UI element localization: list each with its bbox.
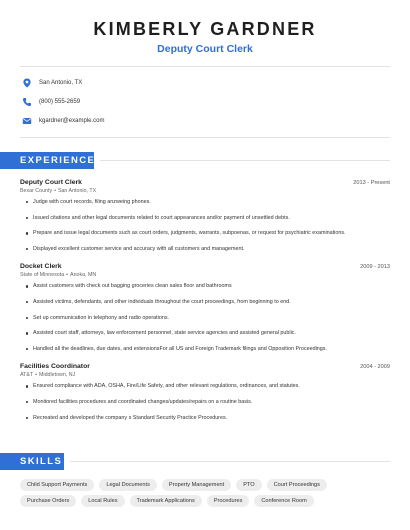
job-entry: Facilities Coordinator 2004 - 2009 AT&T • Middletown, NJ Ensured compliance with ADA, OSHA, Fire/Life Safety, and other relevant regulations, ordinances, and statutes. Monitored facilities procedures and coordinated changes/updates/repairs on a routine basis. Recreated and developed the company s Standard Security Practice Procedures. (0, 363, 410, 429)
job-entry: Deputy Court Clerk 2013 - Present Bexar County • San Antonio, TX Judge with court records, filing anzweing phones. Issued citations and other legal documents related to court appearances and/or payment of unsettled debts. Prepare and issue legal documents such as court orders, judgments, warrants, subpoenas, or request for psychiatric examinations. Displayed excellent customer service and accuracy with all customers and management. (0, 179, 410, 260)
skill-tag: Trademark Applications (130, 495, 202, 507)
job-title: Docket Clerk (20, 263, 62, 271)
job-employer: AT&T (20, 372, 34, 379)
job-bullet: Assisted victims, defendants, and other individuals throughout the court proceedings, from beginning to end. (26, 298, 390, 314)
job-bullet: Ensured compliance with ADA, OSHA, Fire/Life Safety, and other relevant regulations, ordinances, and statutes. (26, 382, 390, 398)
job-location: San Antonio, TX (57, 188, 97, 194)
contact-list (0, 67, 410, 137)
contact-email-text: kgardner@example.com (39, 118, 105, 124)
candidate-title: Deputy Court Clerk (157, 43, 253, 55)
job-entry: Docket Clerk 2009 - 2013 State of Minnesota • Anoka, MN Assist customers with check out bagging groceries clean sales floor and bathrooms Assisted victims, defendants, and other individuals throughout the court proceedings, from beginning to end. Set up communication in telephony and radio operations. Assisted court staff, attorneys, law enforcement personnel, state service agencies and assisted general public. Handled all the deadlines, due dates, and extensionsFor all US and Foreign Trademark filings and Opposition Proceedings. (0, 263, 410, 360)
job-bullet: Monitored facilities procedures and coordinated changes/updates/repairs on a routine basis. (26, 398, 390, 414)
job-bullet: Assist customers with check out bagging groceries clean sales floor and bathrooms (26, 282, 390, 298)
skills-list (0, 479, 410, 511)
contact-divider (20, 137, 390, 138)
job-title: Facilities Coordinator (20, 363, 90, 371)
job-employer: Bexar County (20, 188, 53, 194)
contact-location (22, 74, 410, 92)
skill-tag: PTO (236, 479, 261, 491)
candidate-name: KIMBERLY GARDNER (93, 19, 317, 39)
job-bullet: Displayed excellent customer service and accuracy with all customers and management. (26, 245, 390, 261)
job-bullet: Prepare and issue legal documents such as court orders, judgments, warrants, subpoenas, or request for psychiatric examinations. (26, 229, 390, 245)
skill-tag: Conference Room (254, 495, 313, 507)
job-dates: 2004 - 2009 (360, 364, 390, 371)
job-bullet: Set up communication in telephony and radio operations. (26, 314, 390, 330)
job-bullet: Handled all the deadlines, due dates, and extensionsFor all US and Foreign Trademark filings and Opposition Proceedings. (26, 345, 390, 361)
job-employer: State of Minnesota (20, 272, 65, 279)
phone-icon (22, 97, 32, 107)
job-bullet: Recreated and developed the company s Standard Security Practice Procedures. (26, 414, 390, 430)
email-icon (22, 116, 32, 126)
skills-rule (70, 461, 390, 462)
contact-location-text: San Antonio, TX (39, 80, 83, 86)
job-dates: 2013 - Present (353, 180, 390, 186)
skill-tag: Procedures (207, 495, 250, 507)
resume-header (0, 0, 410, 56)
job-dates: 2009 - 2013 (360, 264, 390, 271)
job-bullet: Judge with court records, filing anzweing phones. (26, 198, 390, 214)
contact-phone (22, 93, 410, 111)
location-pin-icon (22, 78, 32, 88)
contact-email (22, 112, 410, 130)
job-bullet: Assisted court staff, attorneys, law enforcement personnel, state service agencies and assisted general public. (26, 329, 390, 345)
contact-phone-text: (800) 555-2659 (39, 99, 81, 105)
skills-heading: SKILLS (0, 453, 64, 470)
job-title: Deputy Court Clerk (20, 179, 82, 186)
skill-tag: Purchase Orders (20, 495, 76, 507)
experience-section-header (0, 152, 410, 169)
skill-tag: Child Support Payments (20, 479, 94, 491)
experience-rule (100, 160, 390, 161)
skill-tag: Legal Documents (99, 479, 157, 491)
skills-section-header (0, 453, 410, 470)
job-location: Anoka, MN (70, 272, 97, 279)
experience-heading: EXPERIENCE (0, 152, 94, 169)
skill-tag: Local Rules (81, 495, 124, 507)
skill-tag: Court Proceedings (267, 479, 327, 491)
job-bullet: Issued citations and other legal documents related to court appearances and/or payment of unsettled debts. (26, 214, 390, 230)
skill-tag: Property Management (162, 479, 231, 491)
job-location: Middletown, NJ (39, 372, 76, 379)
